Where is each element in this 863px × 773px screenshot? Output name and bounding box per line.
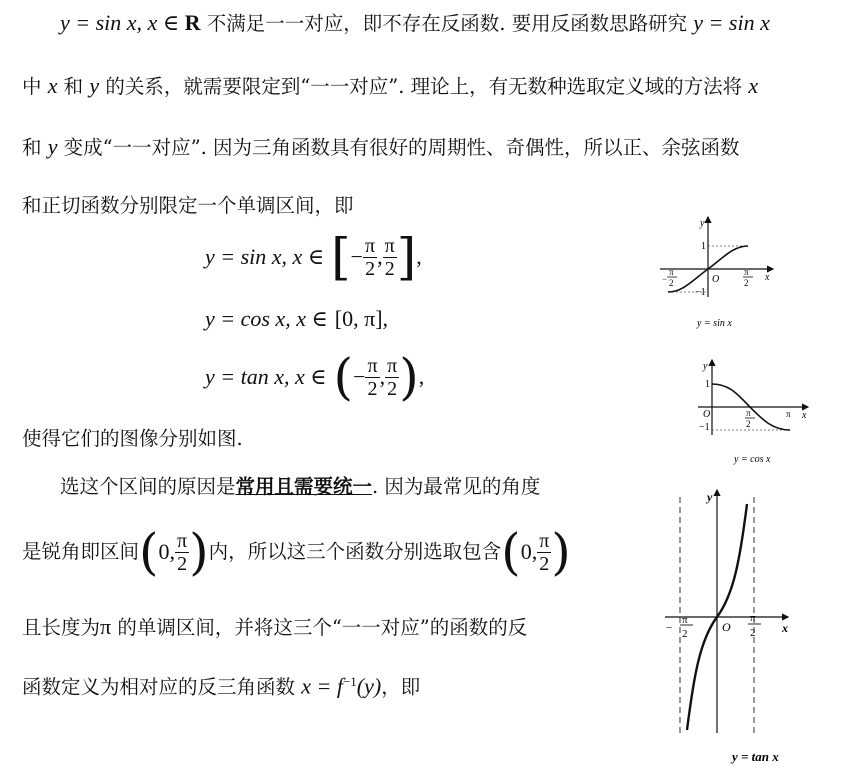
tick-neg-one: −1	[695, 287, 706, 298]
tick-neg-one: −1	[699, 422, 710, 433]
x-label: x	[782, 621, 788, 635]
paren-left: (	[501, 523, 521, 581]
equation-cos	[205, 306, 388, 332]
para3-line3	[22, 612, 527, 643]
frac-pi-2: $\frac{\pi}{2}$	[367, 354, 378, 400]
para3-line1	[60, 472, 540, 502]
caption-sin: y = sin x	[697, 318, 732, 329]
text: 中	[22, 75, 48, 98]
frac-pi-2: $\frac{\pi}{2}$	[539, 529, 550, 575]
caption-tan: y = tan x	[732, 749, 779, 764]
math-x: x	[748, 73, 759, 98]
comma: ,	[416, 244, 422, 269]
x-label: x	[765, 272, 770, 283]
figure-cos	[690, 355, 820, 467]
math-sup: −1	[342, 674, 357, 689]
text: 的关系，就需要限定到“一一对应”. 理论上，有无数种选取定义域的方法将	[99, 75, 749, 98]
tick-one: 1	[705, 379, 710, 390]
caption-cos: y = cos x	[734, 454, 771, 465]
y-label: y	[703, 361, 708, 372]
frac-pi-2: $\frac{\pi}{2}$	[365, 234, 376, 280]
origin-label: O	[712, 274, 720, 285]
math-x: x	[47, 73, 58, 98]
math-f: x = f	[301, 673, 343, 699]
tick-pi: π	[750, 612, 756, 624]
tick-minus: −	[662, 274, 668, 284]
minus: −	[350, 244, 364, 269]
para1-line1	[60, 8, 770, 39]
origin-label: O	[703, 409, 711, 420]
tick-one: 1	[701, 241, 706, 252]
eq-cos-interval: [0, π],	[334, 306, 389, 331]
math-R: R	[184, 10, 201, 35]
paren-left: (	[139, 523, 159, 581]
para2	[22, 424, 243, 454]
text: 和	[22, 136, 48, 159]
tick-neg-pi: π	[682, 614, 688, 626]
y-label: y	[700, 218, 705, 229]
math-sinx-2: y = sin x	[693, 10, 770, 35]
eq-tan-text: y = tan x, x ∈	[205, 364, 327, 389]
paren-right: )	[189, 523, 209, 581]
tick-neg-pi: π	[669, 267, 674, 277]
text: 不满足一一对应，即不存在反函数. 要用反函数思路研究	[200, 12, 694, 35]
paren-right: )	[399, 348, 419, 406]
text: 内，所以这三个函数分别选取包含	[208, 540, 502, 563]
math-y: y	[47, 134, 58, 159]
eq-sin-text: y = sin x, x ∈	[205, 244, 325, 269]
text: 函数定义为相对应的反三角函数	[22, 675, 302, 699]
frac-pi-2: $\frac{\pi}{2}$	[177, 529, 188, 575]
math-sinx: y = sin x, x ∈	[60, 10, 185, 35]
underlined-text: 常用且需要统一	[235, 475, 373, 498]
figure-tan	[660, 485, 800, 770]
bracket-left: [	[331, 228, 351, 286]
math-y: (y)	[356, 673, 382, 699]
equation-sin	[205, 228, 422, 286]
tick-two: 2	[750, 627, 756, 639]
eq-cos-text: y = cos x, x ∈	[205, 306, 328, 331]
text: 变成“一一对应”. 因为三角函数具有很好的周期性、奇偶性，所以正、余弦函数	[57, 136, 740, 159]
text: 和	[57, 75, 90, 98]
tick-pi: π	[744, 267, 749, 277]
comma: ,	[379, 364, 386, 389]
frac-pi-2: $\frac{\pi}{2}$	[387, 354, 398, 400]
math-y: y	[89, 73, 100, 98]
tick-minus: −	[666, 622, 673, 634]
text: ，即	[381, 675, 421, 699]
tick-two: 2	[669, 278, 674, 288]
text: 选这个区间的原因是	[60, 475, 236, 498]
text: 是锐角即区间	[22, 540, 140, 563]
tick-pi-full: π	[786, 409, 791, 419]
paren-left: (	[333, 348, 354, 406]
para1-line4	[22, 191, 354, 221]
comma: ,	[377, 244, 383, 269]
zero: 0,	[158, 539, 176, 564]
bracket-right: ]	[396, 228, 417, 286]
math-pi: π	[100, 614, 112, 639]
text: 和正切函数分别限定一个单调区间，即	[22, 194, 354, 217]
tick-pi: π	[746, 408, 751, 418]
tick-two: 2	[682, 628, 688, 640]
minus: −	[353, 364, 366, 389]
figure-sin	[655, 212, 785, 334]
text: 的单调区间，并将这三个“一一对应”的函数的反	[111, 616, 528, 639]
comma: ,	[418, 364, 425, 389]
tick-two: 2	[746, 419, 751, 429]
para1-line2	[22, 71, 758, 102]
para1-line3	[22, 132, 740, 163]
text: 使得它们的图像分别如图.	[22, 427, 243, 450]
equation-tan	[205, 348, 425, 406]
para3-line4	[22, 667, 420, 703]
origin-label: O	[722, 620, 731, 634]
text: 且长度为	[22, 616, 101, 639]
frac-pi-2: $\frac{\pi}{2}$	[384, 234, 395, 280]
zero: 0,	[520, 539, 538, 564]
paren-right: )	[551, 523, 571, 581]
para3-line2	[22, 523, 571, 581]
tick-two: 2	[744, 278, 749, 288]
text: . 因为最常见的角度	[372, 475, 541, 498]
x-label: x	[802, 410, 807, 421]
y-label: y	[707, 490, 713, 504]
